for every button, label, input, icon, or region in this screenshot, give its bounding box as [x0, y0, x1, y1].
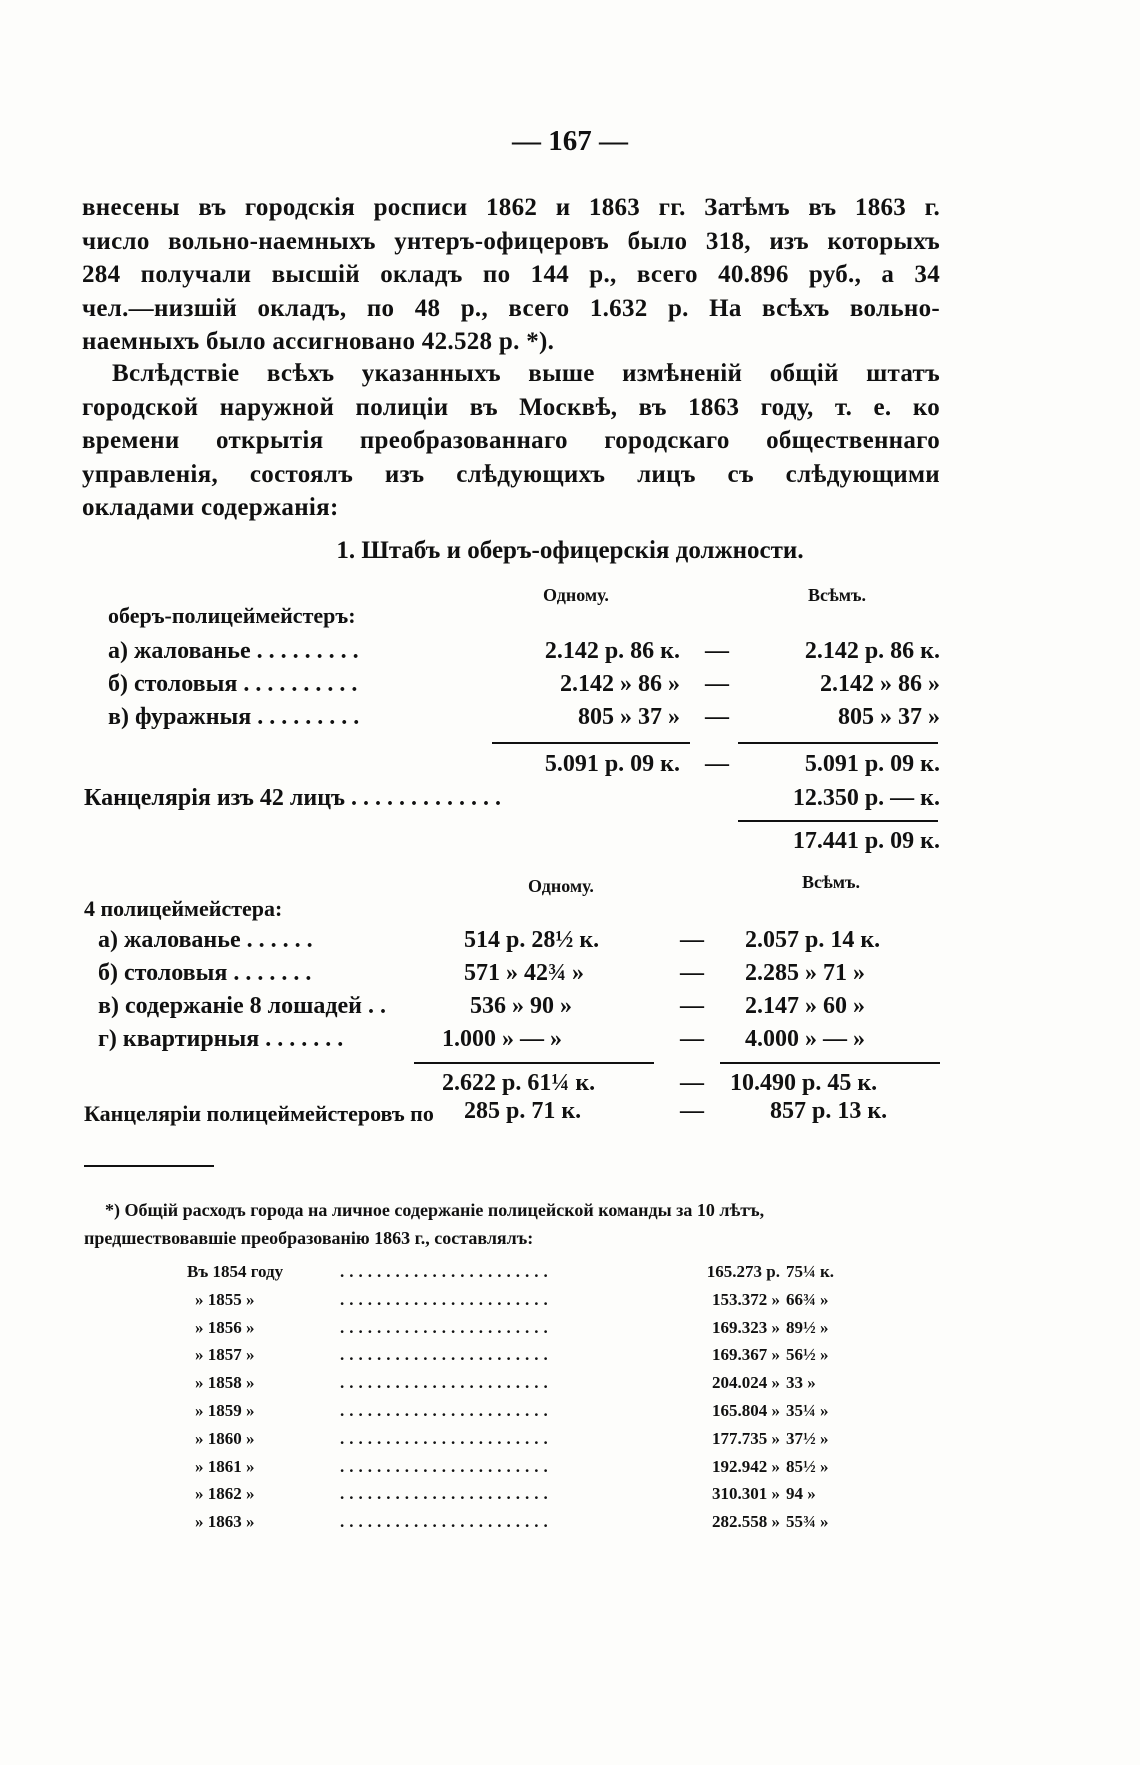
footnote-amount: 204.024 »: [712, 1373, 780, 1393]
block1-row-label: а) жалованье . . . . . . . . .: [108, 638, 359, 664]
block2-row-all: 2.147 » 60 »: [745, 993, 865, 1019]
footnote-year: » 1863 »: [195, 1512, 255, 1532]
block1-row-dash: —: [705, 638, 729, 664]
paragraph-staff-summary: [82, 357, 940, 525]
footnote-separator: [84, 1165, 214, 1167]
text-line: наемныхъ было ассигновано 42.528 р. *).: [82, 328, 555, 356]
block2-row-all: 2.057 р. 14 к.: [745, 927, 881, 953]
column-header-all: Всѣмъ.: [808, 585, 867, 605]
footnote-kopecks: 66¾ »: [786, 1289, 829, 1309]
block2-total-dash: —: [680, 1070, 704, 1096]
column-header-all: Всѣмъ.: [802, 872, 861, 892]
block2-total-all: 10.490 р. 45 к.: [730, 1070, 878, 1096]
text-line: Вслѣдствіе всѣхъ указанныхъ выше измѣненій общій штатъ: [112, 360, 940, 387]
footnote-line: *) Общій расходъ города на личное содержаніе полицейской команды за 10 лѣтъ,: [105, 1200, 765, 1220]
footnote-amount: 165.804 »: [712, 1401, 780, 1420]
block2-row-label: б) столовыя . . . . . . .: [98, 960, 312, 986]
footnote-kopecks: 56½ »: [786, 1345, 829, 1365]
block2-row-all: 4.000 » — »: [745, 1026, 865, 1052]
paragraph-continuation: [82, 191, 940, 359]
text-line: времени открытія преобразованнаго городскаго общественнаго: [82, 427, 940, 455]
footnote-amount: 165.273 р.: [706, 1262, 780, 1281]
leader-dots: .......................: [340, 1428, 553, 1448]
sum-rule: [414, 1062, 654, 1064]
block1-total-dash: —: [705, 751, 729, 777]
footnote-kopecks: 37½ »: [786, 1428, 829, 1448]
leader-dots: .......................: [340, 1345, 553, 1365]
block2-row-one: 514 р. 28½ к.: [464, 927, 600, 953]
block1-row-dash: —: [705, 671, 729, 697]
block2-row-one: 1.000 » — »: [442, 1026, 562, 1052]
block2-row-one: 571 » 42¾ »: [464, 960, 584, 986]
footnote-year: » 1861 »: [195, 1456, 255, 1476]
footnote-year: » 1857 »: [195, 1345, 255, 1365]
page-number: — 167 —: [512, 125, 628, 157]
footnote-amount: 192.942 »: [712, 1456, 780, 1476]
block2-row-dash: —: [680, 993, 704, 1019]
block2-row-dash: —: [680, 927, 704, 953]
footnote-kopecks: 89½ »: [786, 1317, 829, 1337]
block2-row-label: в) содержаніе 8 лошадей . .: [98, 993, 386, 1019]
leader-dots: .......................: [340, 1373, 553, 1393]
text-line: управленія, состоялъ изъ слѣдующихъ лицъ съ слѣдующими: [82, 460, 940, 488]
block2-row-label: г) квартирныя . . . . . . .: [98, 1026, 344, 1052]
footnote-amount: 310.301 »: [712, 1484, 780, 1504]
block2-row-dash: —: [680, 1026, 704, 1052]
block2-office-dash: —: [680, 1098, 704, 1124]
text-line: городской наружной полиціи въ Москвѣ, въ 1863 году, т. е. ко: [82, 393, 940, 421]
block1-row-all: 805 » 37 »: [838, 704, 940, 730]
footnote-year: » 1855 »: [195, 1289, 255, 1309]
block2-heading: 4 полицеймейстера:: [84, 896, 283, 921]
text-line: внесены въ городскія росписи 1862 и 1863 гг. Затѣмъ въ 1863 г.: [82, 194, 940, 221]
block1-office-all: 12.350 р. — к.: [792, 785, 940, 811]
footnote-amount: 282.558 »: [712, 1512, 780, 1532]
leader-dots: .......................: [340, 1401, 553, 1420]
footnote-kopecks: 35¼ »: [786, 1401, 829, 1420]
footnote-year: » 1858 »: [195, 1373, 255, 1393]
block2-row-one: 536 » 90 »: [470, 993, 572, 1019]
block2-total-one: 2.622 р. 61¼ к.: [442, 1070, 596, 1096]
footnote-year: Въ 1854 году: [187, 1262, 284, 1281]
sum-rule: [738, 820, 938, 822]
footnote-kopecks: 55¾ »: [786, 1512, 829, 1532]
block1-row-one: 2.142 » 86 »: [560, 671, 680, 697]
block1-row-one: 805 » 37 »: [578, 704, 680, 730]
sum-rule: [492, 742, 690, 744]
footnote-kopecks: 33 »: [786, 1373, 816, 1393]
footnote-kopecks: 85½ »: [786, 1456, 829, 1476]
block2-office-label: Канцеляріи полицеймейстеровъ по: [84, 1101, 434, 1126]
leader-dots: .......................: [340, 1262, 553, 1281]
footnote-amount: 169.367 »: [712, 1345, 780, 1365]
block2-office-one: 285 р. 71 к.: [464, 1098, 582, 1124]
footnote-kopecks: 75¼ к.: [786, 1262, 835, 1281]
block1-total-all: 5.091 р. 09 к.: [804, 751, 940, 777]
text-line: число вольно-наемныхъ унтеръ-офицеровъ было 318, изъ которыхъ: [82, 227, 940, 255]
block1-grand-total: 17.441 р. 09 к.: [792, 828, 940, 854]
block1-office-label: Канцелярія изъ 42 лицъ . . . . . . . . . . . . .: [84, 785, 502, 811]
column-header-one: Одному.: [543, 585, 609, 605]
block1-heading: оберъ-полицеймейстеръ:: [108, 603, 356, 628]
sum-rule: [738, 742, 938, 744]
text-line: чел.—низшій окладъ, по 48 р., всего 1.632 р. На всѣхъ вольно-: [82, 294, 940, 322]
block1-row-one: 2.142 р. 86 к.: [544, 638, 680, 664]
block1-total-one: 5.091 р. 09 к.: [544, 751, 680, 777]
block1-row-label: в) фуражныя . . . . . . . . .: [108, 704, 360, 730]
footnote-year: » 1860 »: [195, 1428, 255, 1448]
footnote-kopecks: 94 »: [786, 1484, 816, 1504]
leader-dots: .......................: [340, 1317, 553, 1337]
section-title: 1. Штабъ и оберъ-офицерскія должности.: [336, 537, 804, 564]
footnote-year: » 1862 »: [195, 1484, 255, 1504]
block2-row-dash: —: [680, 960, 704, 986]
block2-row-all: 2.285 » 71 »: [745, 960, 865, 986]
block1-row-all: 2.142 » 86 »: [820, 671, 940, 697]
footnote-amount: 177.735 »: [712, 1428, 780, 1448]
block1-row-label: б) столовыя . . . . . . . . . .: [108, 671, 358, 697]
leader-dots: .......................: [340, 1512, 553, 1532]
leader-dots: .......................: [340, 1289, 553, 1309]
text-line: окладами содержанія:: [82, 494, 339, 522]
footnote-amount: 169.323 »: [712, 1317, 780, 1337]
footnote-amount: 153.372 »: [712, 1289, 780, 1309]
block2-office-all: 857 р. 13 к.: [770, 1098, 888, 1124]
column-header-one: Одному.: [528, 876, 594, 896]
footnote-year: » 1859 »: [195, 1401, 255, 1420]
leader-dots: .......................: [340, 1484, 553, 1504]
text-line: 284 получали высшій окладъ по 144 р., всего 40.896 руб., а 34: [82, 261, 940, 289]
block1-row-all: 2.142 р. 86 к.: [804, 638, 940, 664]
footnote-year: » 1856 »: [195, 1317, 255, 1337]
footnote-line: предшествовавшіе преобразованію 1863 г., составлялъ:: [84, 1228, 534, 1248]
sum-rule: [720, 1062, 940, 1064]
block1-row-dash: —: [705, 704, 729, 730]
block2-row-label: а) жалованье . . . . . .: [98, 927, 313, 953]
leader-dots: .......................: [340, 1456, 553, 1476]
